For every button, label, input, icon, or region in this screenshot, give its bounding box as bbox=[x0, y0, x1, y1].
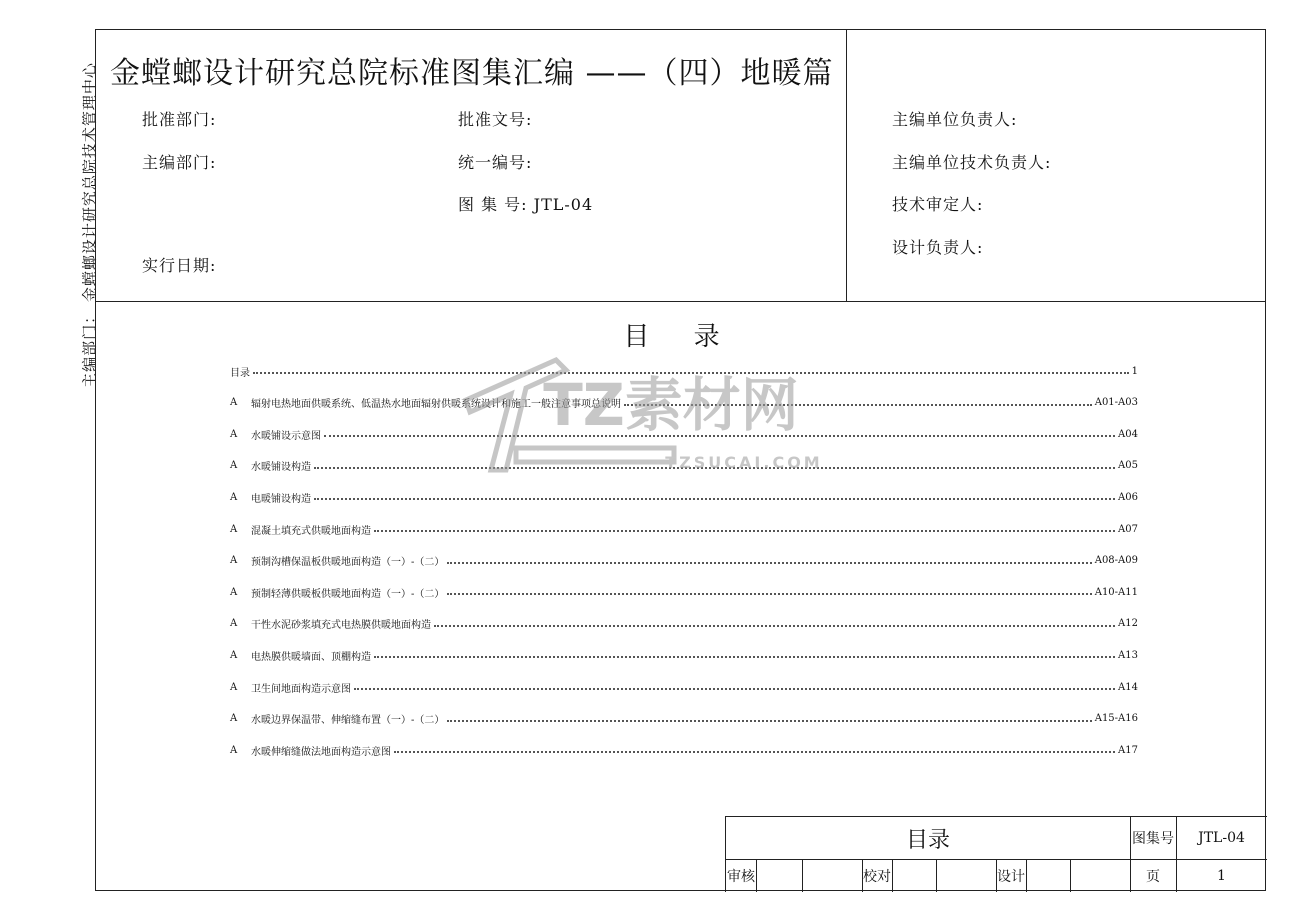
toc-entry-leader bbox=[374, 530, 1115, 532]
toc-entry-leader bbox=[447, 720, 1091, 722]
toc-entry-page: A13 bbox=[1118, 649, 1138, 661]
toc-entry bbox=[230, 522, 1138, 536]
toc-entry-prefix: A bbox=[230, 649, 238, 661]
watermark-brand: TZ素材网 bbox=[543, 371, 799, 439]
toc-entry-prefix: A bbox=[230, 586, 238, 598]
toc-entry bbox=[230, 459, 1138, 473]
approval-doc-no-field: 批准文号: bbox=[458, 110, 533, 129]
toc-entry-prefix: A bbox=[230, 555, 238, 567]
review-label: 审核 bbox=[727, 868, 755, 885]
toc-entry-text: 卫生间地面构造示意图 bbox=[251, 683, 351, 695]
toc-entry bbox=[230, 712, 1138, 726]
toc-entry bbox=[230, 364, 1138, 378]
toc-entry-prefix: A bbox=[230, 713, 238, 725]
toc-entry-prefix: A bbox=[230, 428, 238, 440]
toc-entry bbox=[230, 490, 1138, 504]
page-value: 1 bbox=[1217, 867, 1226, 884]
toc-entry-leader bbox=[253, 372, 1129, 374]
check-label: 校对 bbox=[863, 868, 891, 885]
toc-entry-page: A06 bbox=[1118, 491, 1138, 503]
toc-entry-page: A17 bbox=[1118, 744, 1138, 756]
toc-entry-text: 混凝土填充式供暖地面构造 bbox=[251, 525, 371, 537]
toc-entry-text: 水暖伸缩缝做法地面构造示意图 bbox=[251, 746, 391, 758]
toc-entry-page: A10-A11 bbox=[1094, 586, 1138, 598]
toc-title: 目 录 bbox=[623, 322, 738, 352]
toc-entry-leader bbox=[314, 467, 1115, 469]
title-block-title: 目录 bbox=[905, 827, 950, 853]
toc-entry-page: A07 bbox=[1118, 523, 1138, 535]
toc-entry-text: 电热膜供暖墙面、顶棚构造 bbox=[251, 651, 371, 663]
toc-entry-text: 电暖铺设构造 bbox=[251, 493, 311, 505]
toc-entry-prefix: A bbox=[230, 618, 238, 630]
toc-entry-leader bbox=[314, 498, 1115, 500]
toc-entry-leader bbox=[624, 404, 1092, 406]
toc-entry-leader bbox=[374, 656, 1115, 658]
toc-entry bbox=[230, 585, 1138, 599]
toc-entry-leader bbox=[447, 562, 1091, 564]
responsibility-panel bbox=[846, 30, 1267, 301]
watermark-url: TZSUCAI.COM bbox=[665, 453, 823, 472]
toc-entry-leader bbox=[354, 688, 1115, 690]
toc-entry bbox=[230, 648, 1138, 662]
toc-entry bbox=[230, 427, 1138, 441]
toc-entry bbox=[230, 396, 1138, 410]
toc-entry-prefix: A bbox=[230, 491, 238, 503]
toc-entry-leader bbox=[447, 593, 1091, 595]
design-lead-field: 设计负责人: bbox=[892, 238, 984, 257]
atlas-no-field: 图 集 号: JTL-04 bbox=[458, 195, 594, 214]
drawing-frame bbox=[95, 29, 1266, 891]
title-block bbox=[725, 816, 1267, 892]
design-label: 设计 bbox=[997, 868, 1025, 885]
toc-entry-text: 水暖铺设构造 bbox=[251, 462, 311, 474]
toc-entry-page: A05 bbox=[1118, 460, 1138, 472]
toc-entry-text: 水暖铺设示意图 bbox=[251, 430, 321, 442]
approval-dept-field: 批准部门: bbox=[142, 110, 217, 129]
toc-entry-page: A15-A16 bbox=[1094, 713, 1138, 725]
toc-entry bbox=[230, 554, 1138, 568]
toc-entry-prefix: A bbox=[230, 681, 238, 693]
toc-entry-page: A08-A09 bbox=[1094, 555, 1138, 567]
cover-header bbox=[96, 30, 1265, 302]
atlas-no-value: JTL-04 bbox=[1198, 830, 1245, 846]
toc-entry-text: 预制沟槽保温板供暖地面构造（一）-（二） bbox=[251, 557, 445, 569]
toc-entry-page: A14 bbox=[1118, 681, 1138, 693]
toc-entry-prefix: A bbox=[230, 397, 238, 409]
chief-unit-lead-field: 主编单位负责人: bbox=[892, 110, 1018, 129]
toc-entry-text: 辐射电热地面供暖系统、低温热水地面辐射供暖系统设计和施工一般注意事项总说明 bbox=[251, 399, 621, 411]
page-label: 页 bbox=[1146, 868, 1160, 885]
toc-entry-page: 1 bbox=[1131, 365, 1138, 377]
editing-dept-field: 主编部门: bbox=[142, 153, 217, 172]
toc-entry-text: 预制轻薄供暖板供暖地面构造（一）-（二） bbox=[251, 588, 445, 600]
toc-entry-page: A01-A03 bbox=[1094, 397, 1138, 409]
toc-entry-text: 干性水泥砂浆填充式电热膜供暖地面构造 bbox=[251, 620, 431, 632]
toc-entry-leader bbox=[394, 751, 1115, 753]
toc-entry bbox=[230, 680, 1138, 694]
toc-entry-prefix: A bbox=[230, 523, 238, 535]
toc-entry-prefix: A bbox=[230, 744, 238, 756]
toc-entry-page: A12 bbox=[1118, 618, 1138, 630]
toc-entry-leader bbox=[324, 435, 1115, 437]
tech-reviewer-field: 技术审定人: bbox=[892, 195, 984, 214]
toc-entry bbox=[230, 617, 1138, 631]
toc-entry-text: 目录 bbox=[230, 367, 250, 379]
effective-date-field: 实行日期: bbox=[142, 256, 217, 275]
unified-no-field: 统一编号: bbox=[458, 153, 533, 172]
toc-entry-text: 水暖边界保温带、伸缩缝布置（一）-（二） bbox=[251, 715, 445, 727]
toc-entry-prefix: A bbox=[230, 460, 238, 472]
toc-entry bbox=[230, 743, 1138, 757]
chief-unit-tech-lead-field: 主编单位技术负责人: bbox=[892, 153, 1052, 172]
atlas-title: 金螳螂设计研究总院标准图集汇编 ——（四）地暖篇 bbox=[110, 56, 834, 91]
toc-entry-leader bbox=[434, 625, 1115, 627]
toc-entry-page: A04 bbox=[1118, 428, 1138, 440]
atlas-no-label: 图集号 bbox=[1132, 831, 1174, 847]
side-label-text: 主编部门： 金螳螂设计研究总院技术管理中心 bbox=[80, 62, 99, 388]
